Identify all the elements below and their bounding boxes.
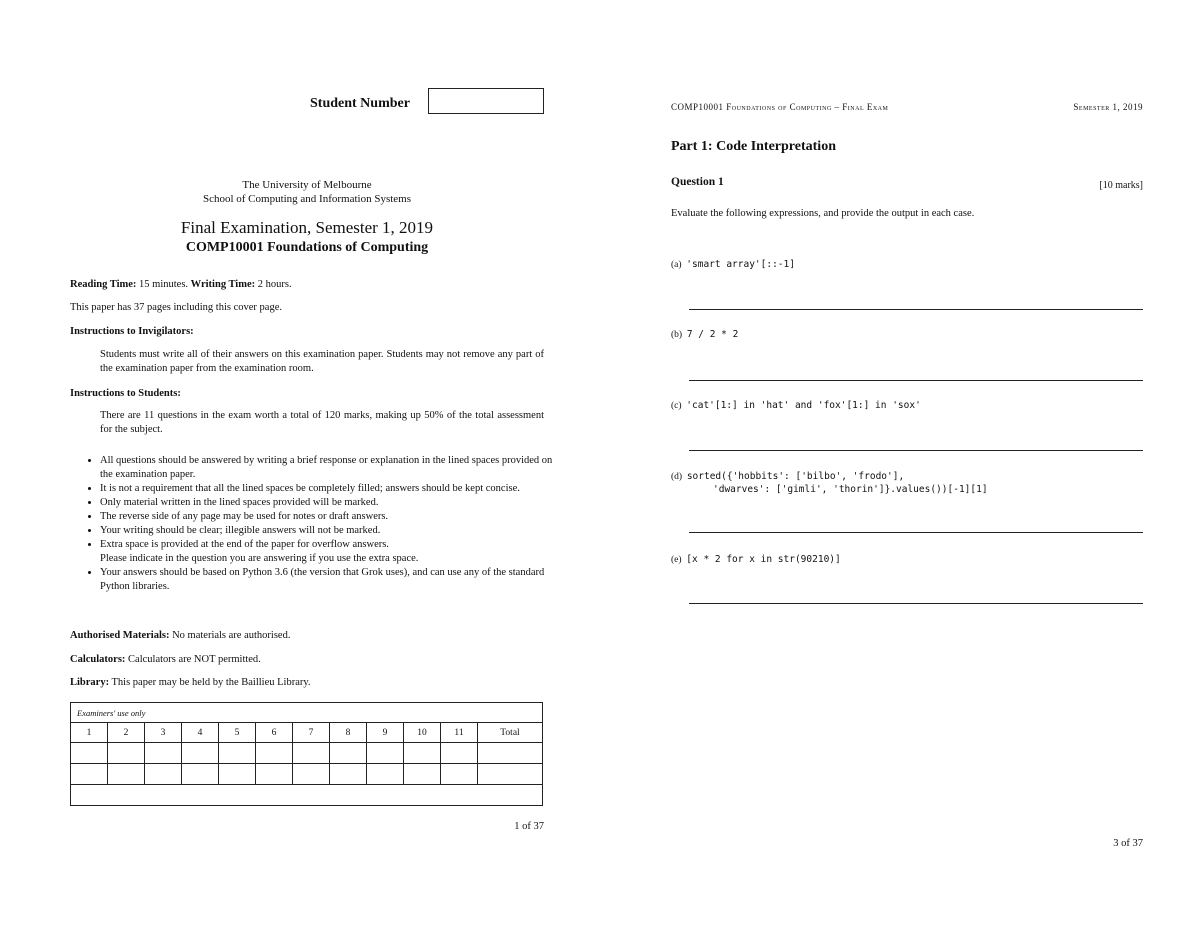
question-title: Question 1 (671, 176, 724, 188)
column-header: 8 (330, 723, 367, 743)
question-part-b (671, 329, 738, 340)
university-name: The University of Melbourne (242, 179, 372, 191)
authorised-materials (70, 628, 290, 643)
column-header: 3 (145, 723, 182, 743)
rule-item: • Your answers should be based on Python 3.6 (the version that Grok uses), and can use any of the standard Python libraries. (100, 566, 558, 594)
rule-item (100, 538, 558, 566)
column-header: 2 (108, 723, 145, 743)
part-label: (e) (671, 555, 682, 565)
question-marks: [10 marks] (1099, 180, 1143, 191)
column-header: 7 (293, 723, 330, 743)
table-row (71, 743, 543, 764)
column-header: 11 (441, 723, 478, 743)
exam-title: Final Examination, Semester 1, 2019 (180, 218, 434, 237)
rule-text: Extra space is provided at the end of the paper for overflow answers. (100, 539, 389, 550)
code-expression: sorted({'hobbits': ['bilbo', 'frodo'], (686, 471, 905, 482)
school-name: School of Computing and Information Systems (202, 193, 412, 205)
column-header: 6 (256, 723, 293, 743)
part-label: (b) (671, 330, 683, 340)
rule-item: • The reverse side of any page may be used for notes or draft answers. (100, 510, 558, 524)
invigilators-instructions: Students must write all of their answers on this examination paper. Students may not remove any part of the examination paper from the examination room. (100, 349, 544, 374)
column-header: 1 (71, 723, 108, 743)
code-expression: 'smart array'[::-1] (686, 259, 795, 270)
column-header: 10 (404, 723, 441, 743)
answer-line[interactable] (689, 603, 1143, 604)
question-part-e (671, 554, 841, 565)
running-header-semester: Semester 1, 2019 (1073, 102, 1143, 112)
time-allowance (70, 277, 292, 292)
code-expression: [x * 2 for x in str(90210)] (686, 554, 841, 565)
rule-item: • Your writing should be clear; illegible answers will not be marked. (100, 524, 558, 538)
calculators-note (70, 652, 261, 667)
calculators-text: Calculators are NOT permitted. (125, 654, 261, 665)
column-header: 4 (182, 723, 219, 743)
code-expression: 7 / 2 * 2 (686, 329, 739, 340)
part-label: (c) (671, 401, 682, 411)
pages-note: This paper has 37 pages including this cover page. (70, 302, 282, 313)
rule-item: • It is not a requirement that all the lined spaces be completely filled; answers should be kept concise. (100, 482, 558, 496)
library-text: This paper may be held by the Baillieu Library. (109, 677, 311, 688)
students-heading: Instructions to Students: (70, 388, 181, 399)
rules-list (86, 454, 558, 594)
reading-time-text: 15 minutes. (136, 279, 191, 290)
calculators-label: Calculators: (70, 654, 126, 665)
examiners-table (70, 702, 543, 806)
authorised-label: Authorised Materials: (70, 630, 170, 641)
invigilators-heading: Instructions to Invigilators: (70, 326, 194, 337)
rule-item: • All questions should be answered by writing a brief response or explanation in the lined spaces provided on the examination paper. (100, 454, 558, 482)
course-title: COMP10001 Foundations of Computing (185, 240, 429, 255)
table-row (71, 723, 543, 743)
page-number: 3 of 37 (1113, 838, 1143, 849)
page-number: 1 of 37 (514, 821, 544, 832)
part-label: (a) (671, 260, 682, 270)
student-number-input[interactable] (428, 88, 544, 114)
column-header: 9 (367, 723, 404, 743)
running-header-title: COMP10001 Foundations of Computing – Final Exam (671, 102, 889, 112)
reading-time-label: Reading Time: (70, 279, 137, 290)
examiners-caption: Examiners' use only (71, 703, 543, 723)
authorised-text: No materials are authorised. (169, 630, 291, 641)
column-header: Total (478, 723, 543, 743)
column-header: 5 (219, 723, 256, 743)
student-number-label: Student Number (310, 96, 410, 111)
question-part-a (671, 259, 795, 270)
part-title: Part 1: Code Interpretation (671, 139, 836, 154)
answer-line[interactable] (689, 309, 1143, 310)
code-expression-continued: 'dwarves': ['gimli', 'thorin']}.values())[-1][1] (713, 484, 988, 495)
library-label: Library: (70, 677, 110, 688)
question-part-c (671, 400, 921, 411)
students-instructions: There are 11 questions in the exam worth a total of 120 marks, making up 50% of the total assessment for the subject. (100, 410, 544, 435)
answer-line[interactable] (689, 380, 1143, 381)
question-part-d (671, 471, 904, 482)
rule-text: Please indicate in the question you are answering if you use the extra space. (100, 553, 419, 564)
library-note (70, 675, 311, 690)
rule-item: • Only material written in the lined spaces provided will be marked. (100, 496, 558, 510)
answer-line[interactable] (689, 532, 1143, 533)
table-row (71, 785, 543, 806)
answer-line[interactable] (689, 450, 1143, 451)
code-expression: 'cat'[1:] in 'hat' and 'fox'[1:] in 'sox' (686, 400, 921, 411)
question-instructions: Evaluate the following expressions, and provide the output in each case. (671, 208, 975, 219)
part-label: (d) (671, 472, 683, 482)
writing-time-text: 2 hours. (255, 279, 292, 290)
table-row (71, 764, 543, 785)
writing-time-label: Writing Time: (190, 279, 256, 290)
